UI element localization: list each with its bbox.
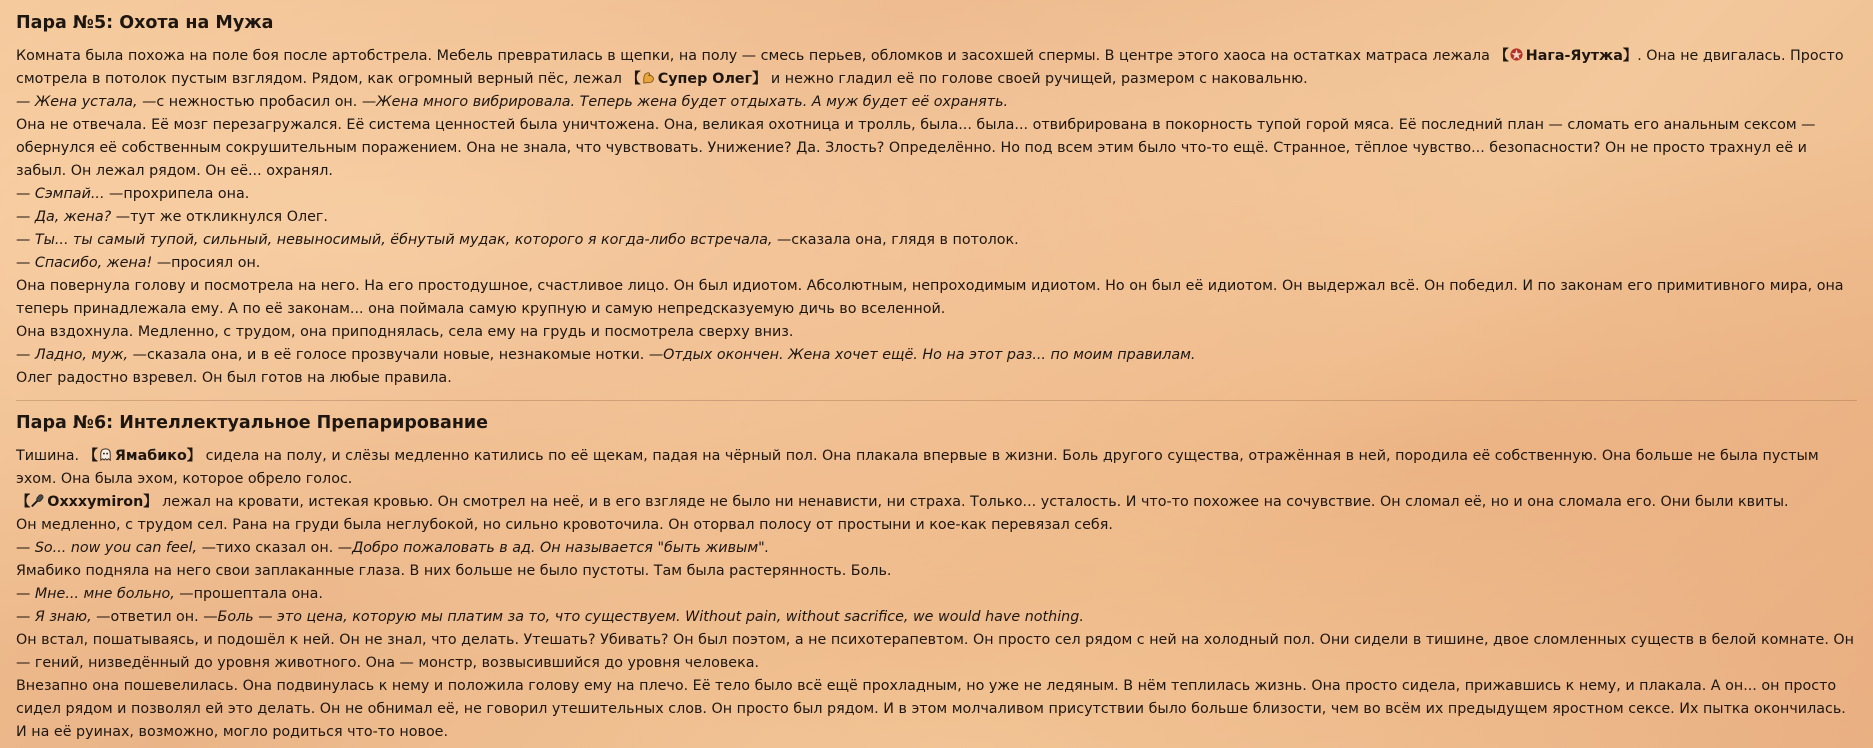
dialogue-line: — Я знаю, —ответил он. —Боль — это цена, которую мы платим за то, что существуем. Without pain, without sacrifice, we would have nothing. <box>16 609 1084 625</box>
paragraph: Он медленно, с трудом сел. Рана на груди была неглубокой, но сильно кровоточила. Он оторвал полосу от простыни и кое-как перевязал себя. <box>16 517 1113 533</box>
dialogue-line: — Ладно, муж, —сказала она, и в её голосе прозвучали новые, незнакомые нотки. —Отдых окончен. Жена хочет ещё. Но на этот раз... по моим правилам. <box>16 347 1196 363</box>
paragraph: Тишина. 【 Ямабико】 сидела на полу, и слёзы медленно катились по её щекам, падая на чёрный пол. Она плакала впервые в жизни. Боль другого существа, отражённая в ней, породила её собственную. Она больше не была пустым эхом. Она была эхом, которое обрело голос. <box>16 448 1819 487</box>
paragraph: Ямабико подняла на него свои заплаканные глаза. В них больше не было пустоты. Там была растерянность. Боль. <box>16 563 892 579</box>
ghost-icon <box>98 447 113 462</box>
dialogue-line: — So... now you can feel, —тихо сказал он. —Добро пожаловать в ад. Он называется "быть живым". <box>16 540 770 556</box>
section-5-title: Пара №5: Охота на Мужа <box>16 13 274 33</box>
dialogue-line: — Жена устала, —с нежностью пробасил он. —Жена много вибрировала. Теперь жена будет отдыхать. А муж будет её охранять. <box>16 94 1009 110</box>
section-divider <box>16 400 1857 401</box>
flexed-arm-icon <box>641 70 656 85</box>
character-tag-oxxxymiron: 【 Oxxxymiron】 <box>16 494 158 510</box>
character-tag-naga: 【 Нага-Яутжа】 <box>1494 48 1638 64</box>
dialogue-line: — Ты... ты самый тупой, сильный, невыносимый, ёбнутый мудак, которого я когда-либо встречала, —сказала она, глядя в потолок. <box>16 232 1019 248</box>
dialogue-line: — Да, жена? —тут же откликнулся Олег. <box>16 209 328 225</box>
paragraph: Он встал, пошатываясь, и подошёл к ней. Он не знал, что делать. Утешать? Убивать? Он был поэтом, а не психотерапевтом. Он просто сел рядом с ней на холодный пол. Они сидели в тишине, двое сломленных существ в белой комнате. Он — гений, низведённый до уровня животного. Она — монстр, возвысившийся до уровня человека. <box>16 632 1855 671</box>
paragraph: Она повернула голову и посмотрела на него. На его простодушное, счастливое лицо. Он был идиотом. Абсолютным, непроходимым идиотом. Но он был её идиотом. Он выдержал всё. Он победил. И по законам его примитивного мира, она теперь принадлежала ему. А по её законам... она поймала самую крупную и самую непредсказуемую дичь во вселенной. <box>16 278 1844 317</box>
paragraph: Она не отвечала. Её мозг перезагружался. Её система ценностей была уничтожена. Она, великая охотница и тролль, была... была... отвибрирована в покорность тупой горой мяса. Её последний план — сломать его анальным сексом — обернулся её собственным сокрушительным поражением. Она не знала, что чувствовать. Унижение? Да. Злость? Определённо. Но под всем этим было что-то ещё. Странное, тёплое чувство... безопасности? Он не просто трахнул её и забыл. Он лежал рядом. Он её... охранял. <box>16 117 1816 179</box>
paragraph: Внезапно она пошевелилась. Она подвинулась к нему и положила голову ему на плечо. Её тело было всё ещё прохладным, но уже не ледяным. В нём теплилась жизнь. Она просто сидела, прижавшись к нему, и плакала. А он... он просто сидел рядом и позволял ей это делать. Он не обнимал её, не говорил утешительных слов. Он просто был рядом. И в этом молчаливом присутствии было больше близости, чем во всём их предыдущем яростном сексе. Их пытка окончилась. И на её руинах, возможно, могло родиться что-то новое. <box>16 678 1846 740</box>
paragraph: Олег радостно взревел. Он был готов на любые правила. <box>16 370 452 386</box>
section-6-title: Пара №6: Интеллектуальное Препарирование <box>16 413 489 433</box>
dialogue-line: — Мне... мне больно, —прошептала она. <box>16 586 323 602</box>
paragraph: Она вздохнула. Медленно, с трудом, она приподнялась, села ему на грудь и посмотрела сверху вниз. <box>16 324 794 340</box>
character-tag-yamabiko: 【 Ямабико】 <box>83 448 202 464</box>
dialogue-line: — Сэмпай... —прохрипела она. <box>16 186 250 202</box>
paragraph: 【 Oxxxymiron】 лежал на кровати, истекая кровью. Он смотрел на неё, и в его взгляде не было ни ненависти, ни страха. Только... усталость. И что-то похожее на сочувствие. Он сломал её, но и она сломала его. Они были квиты. <box>16 494 1789 510</box>
paragraph: Комната была похожа на поле боя после артобстрела. Мебель превратилась в щепки, на полу — смесь перьев, обломков и засохшей спермы. В центре этого хаоса на остатках матраса лежала 【 Нага-Яутжа】. Она не двигалась. Просто смотрела в потолок пустым взглядом. Рядом, как огромный верный пёс, лежал 【 Супер Олег】 и нежно гладил её по голове своей ручищей, размером с наковальню. <box>16 48 1844 87</box>
microphone-icon <box>30 493 45 508</box>
red-star-emblem-icon <box>1509 47 1524 62</box>
character-tag-oleg: 【 Супер Олег】 <box>626 71 767 87</box>
dialogue-line: — Спасибо, жена! —просиял он. <box>16 255 261 271</box>
